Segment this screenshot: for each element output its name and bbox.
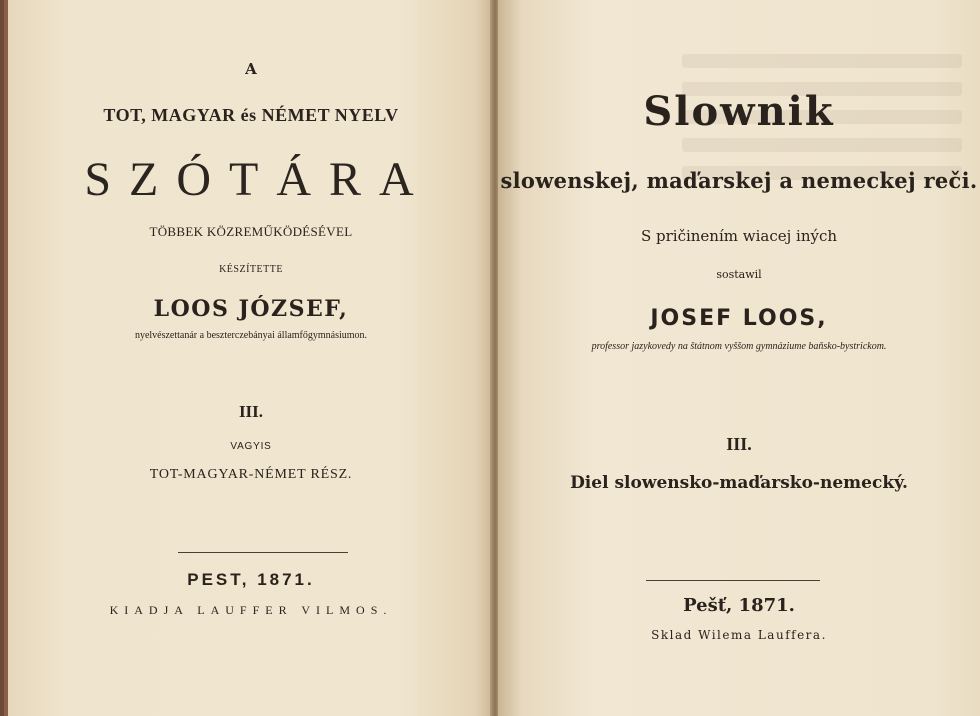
left-title-page [4, 0, 494, 716]
left-main-title: SZÓTÁRA [84, 153, 432, 206]
right-collaboration-line: S pričinením wiacej iných [640, 227, 838, 245]
left-author-description: nyelvészettanár a beszterczebányai államfőgymnásiumon. [134, 330, 368, 341]
left-author-name: LOOS JÓZSEF, [153, 296, 349, 322]
right-title-page [498, 0, 980, 716]
right-main-title: Slownik [643, 88, 835, 135]
right-part-title: Diel slowensko-maďarsko-nemecký. [570, 473, 908, 493]
left-or-word: VAGYIS [230, 441, 272, 452]
left-prepared-by: KÉSZÍTETTE [219, 264, 283, 275]
right-place-year: Pešť, 1871. [683, 595, 795, 616]
right-publisher: Sklad Wilema Lauffera. [651, 628, 827, 642]
left-article: A [245, 60, 257, 78]
right-author-name: JOSEF LOOS, [650, 306, 828, 331]
right-prepared-by: sostawil [716, 268, 762, 281]
left-collaboration-line: TÖBBEK KÖZREMŰKÖDÉSÉVEL [149, 224, 353, 239]
left-languages-line: TOT, MAGYAR és NÉMET NYELV [103, 105, 399, 125]
left-volume-number: III. [238, 402, 264, 421]
right-volume-number: III. [726, 434, 752, 454]
left-publisher: KIADJA LAUFFER VILMOS. [109, 603, 393, 617]
left-part-title: TOT-MAGYAR-NÉMET RÉSZ. [149, 467, 353, 482]
left-divider-rule [178, 552, 348, 553]
right-divider-rule [646, 580, 820, 581]
left-place-year: PEST, 1871. [187, 570, 315, 589]
right-author-description: professor jazykovedy na štátnom vyššom gymnáziume baňsko-bystrickom. [591, 341, 887, 352]
right-languages-line: slowenskej, maďarskej a nemeckej reči. [500, 168, 978, 193]
